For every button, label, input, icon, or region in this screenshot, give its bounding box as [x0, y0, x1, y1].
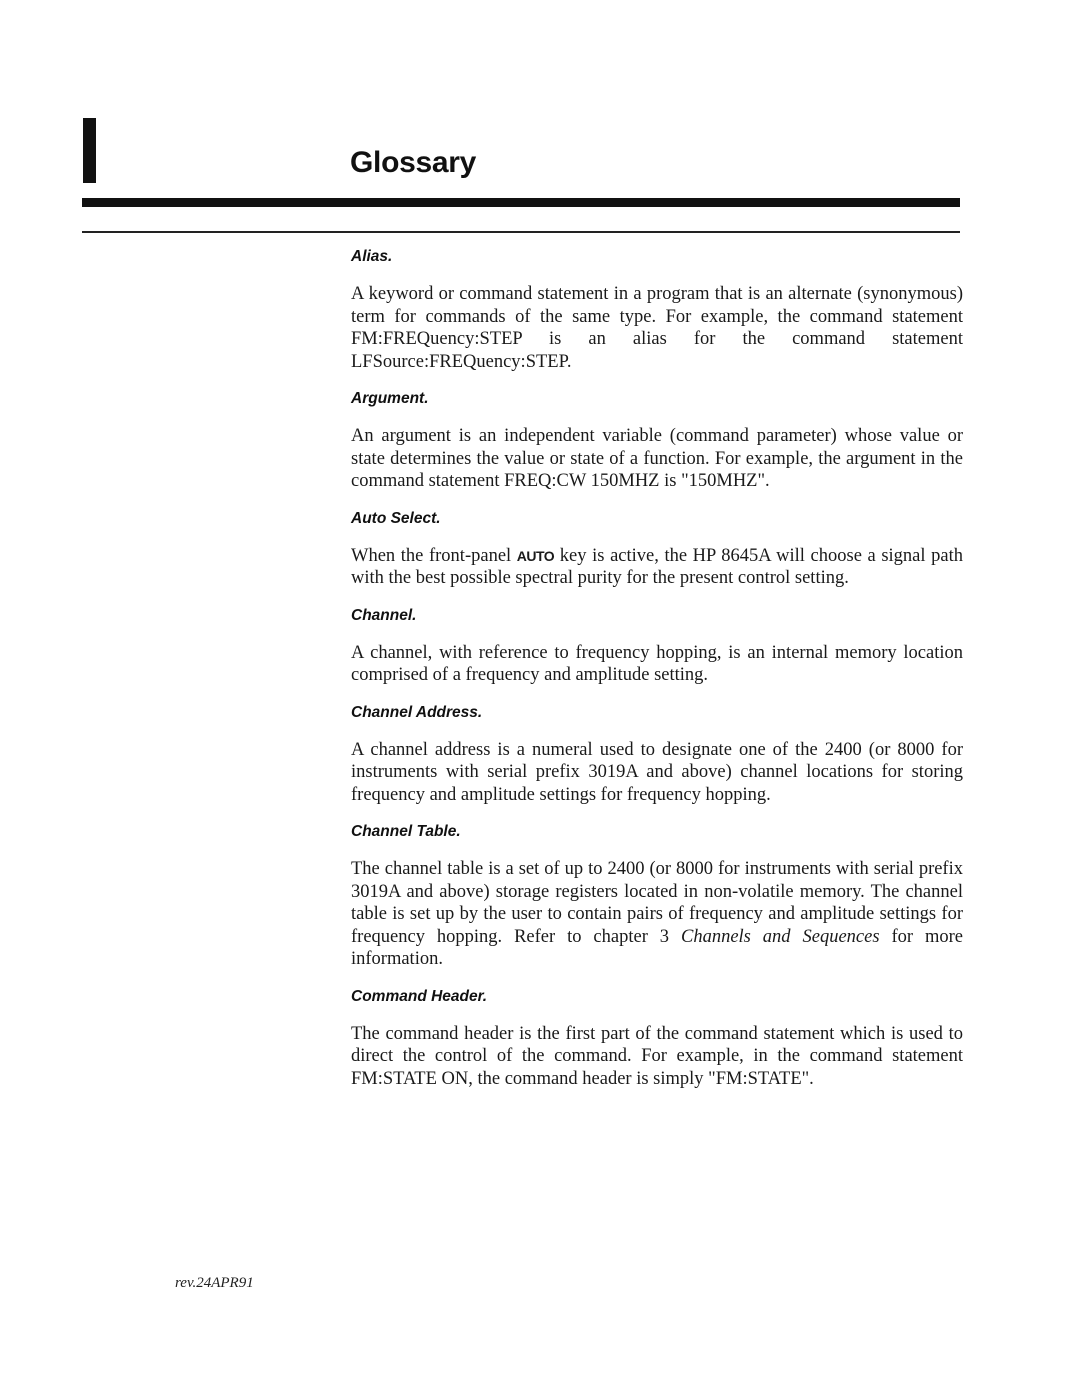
glossary-definition: The command header is the first part of the command statement which is used to direct the control of the command. For example, in the command statement FM:STATE ON, the command header is simply "FM:STATE".	[351, 1023, 963, 1089]
glossary-definition: A keyword or command statement in a program that is an alternate (synonymous) term for commands of the same type. For example, the command statement FM:FREQuency:STEP is an alias for the command statement LFSource:FREQuency:STEP.	[351, 284, 963, 372]
glossary-definition	[351, 858, 963, 971]
glossary-entry-command-header	[351, 987, 963, 1091]
glossary-entry-channel-table	[351, 822, 963, 971]
glossary-term: Channel Table.	[351, 823, 461, 840]
glossary-term: Channel Address.	[351, 703, 483, 721]
chapter-tab-marker	[83, 118, 96, 183]
definition-text: for more information.	[351, 926, 963, 969]
glossary-entry-alias	[351, 247, 963, 373]
definition-text: When the front-panel	[351, 545, 517, 566]
chapter-reference: Channels and Sequences	[680, 926, 880, 947]
glossary-list	[351, 247, 963, 1106]
glossary-entry-auto-select	[351, 509, 963, 590]
glossary-term: Channel.	[351, 606, 417, 624]
glossary-term: Argument.	[351, 390, 429, 407]
glossary-term: Command Header.	[351, 987, 488, 1005]
glossary-definition: A channel address is a numeral used to designate one of the 2400 (or 8000 for instruments with serial prefix 3019A and above) channel locations for storing frequency and amplitude settings for frequency hopping.	[351, 739, 963, 805]
page-title: Glossary	[350, 146, 477, 179]
glossary-definition: An argument is an independent variable (command parameter) whose value or state determines the value or state of a function. For example, the argument in the command statement FREQ:CW 150MHZ is "150MHZ".	[351, 426, 963, 491]
revision-footer: rev.24APR91	[175, 1275, 254, 1291]
heading-rule-thick	[82, 198, 960, 207]
glossary-term: Alias.	[351, 248, 393, 265]
glossary-definition: A channel, with reference to frequency hopping, is an internal memory location comprised of a frequency and amplitude setting.	[351, 642, 963, 685]
glossary-entry-channel	[351, 606, 963, 687]
glossary-term: Auto Select.	[351, 509, 441, 527]
glossary-definition	[351, 545, 963, 590]
definition-text: The channel table is a set of up to 2400 (or 8000 for instruments with serial prefix 3019A and above) storage registers located in non-volatile memory. The channel table is set up by the user to contain pairs of frequency and amplitude settings for frequency hopping. Refer to chapter 3	[351, 859, 963, 947]
glossary-entry-argument	[351, 389, 963, 493]
heading-rule-thin	[82, 231, 960, 233]
front-panel-key-label: AUTO	[516, 547, 555, 564]
glossary-entry-channel-address	[351, 703, 963, 807]
definition-text: key is active, the HP 8645A will choose a signal path with the best possible spectral purity for the present control setting.	[351, 545, 963, 588]
